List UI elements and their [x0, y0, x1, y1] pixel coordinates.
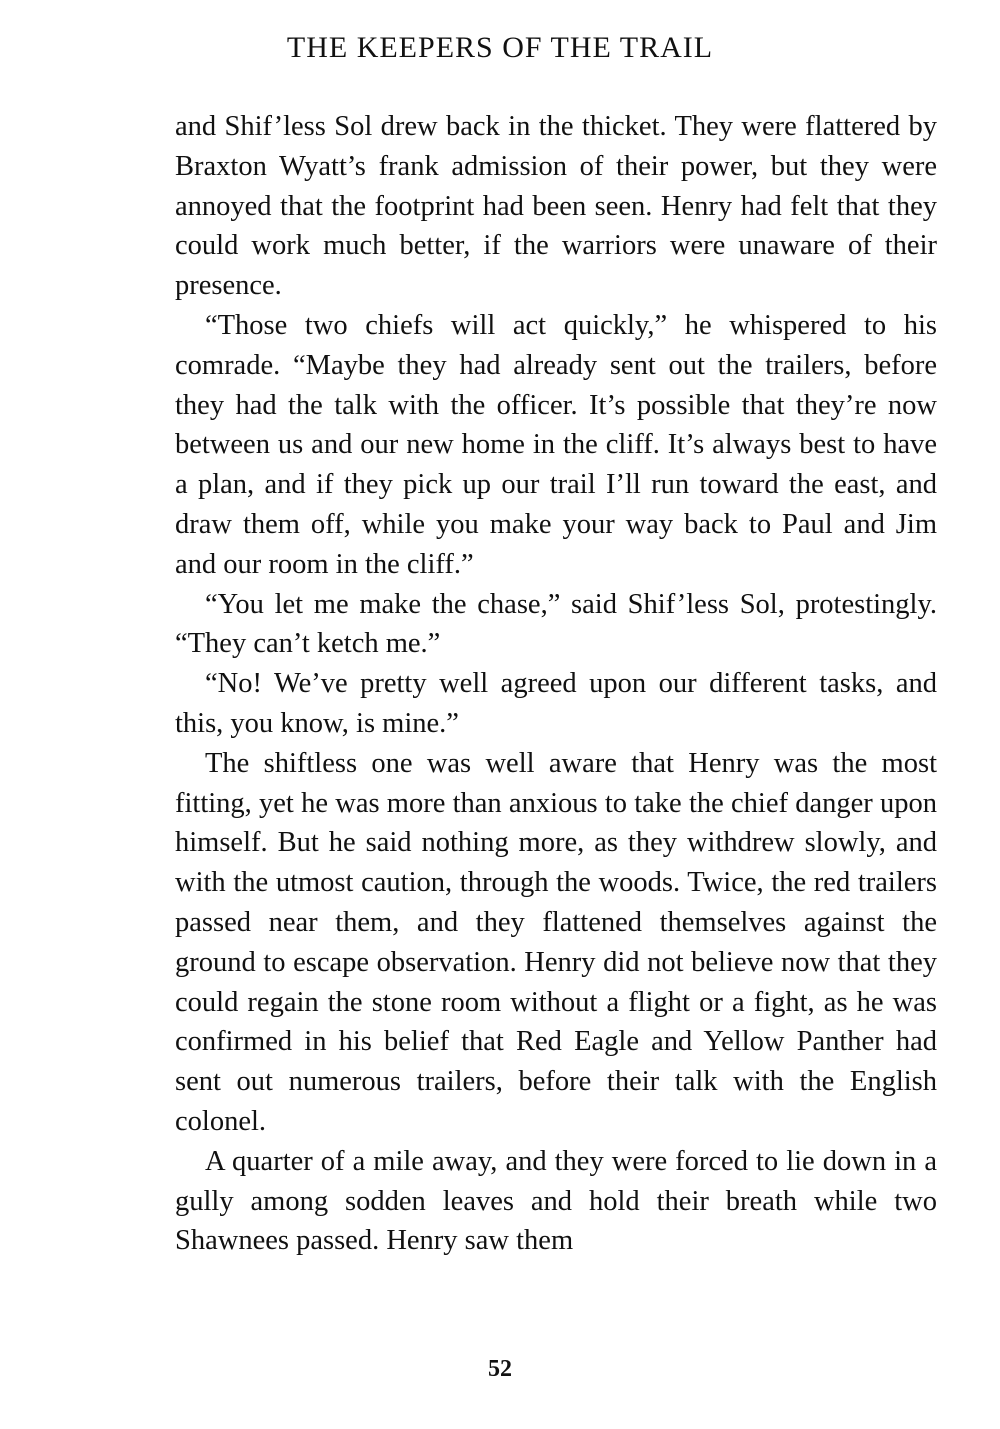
paragraph: A quarter of a mile away, and they were forced to lie down in a gully among sodden leaves and hold their breath while two Shawnees passed. Henry saw them	[175, 1145, 937, 1257]
paragraph: “Those two chiefs will act quickly,” he whispered to his comrade. “Maybe they had already sent out the trailers, before they had the talk with the officer. It’s possible that they’re now between us and our new home in the cliff. It’s always best to have a plan, and if they pick up our trail I’ll run toward the east, and draw them off, while you make your way back to Paul and Jim and our room in the cliff.”	[175, 309, 937, 580]
body-text	[175, 107, 937, 1261]
paragraph: “You let me make the chase,” said Shif’less Sol, protestingly. “They can’t ketch me.”	[175, 588, 937, 660]
page-number: 52	[488, 1356, 512, 1382]
paragraph: and Shif’less Sol drew back in the thicket. They were flattered by Braxton Wyatt’s frank admission of their power, but they were annoyed that the footprint had been seen. Henry had felt that they could work much better, if the warriors were unaware of their presence.	[175, 111, 937, 302]
paragraph: The shiftless one was well aware that Henry was the most fitting, yet he was more than anxious to take the chief danger upon himself. But he said nothing more, as they withdrew slowly, and with the utmost caution, through the woods. Twice, the red trailers passed near them, and they flattened themselves against the ground to escape observation. Henry did not believe now that they could regain the stone room without a flight or a fight, as he was confirmed in his belief that Red Eagle and Yellow Panther had sent out numerous trailers, before their talk with the English colonel.	[175, 747, 937, 1137]
running-head: THE KEEPERS OF THE TRAIL	[286, 31, 714, 64]
paragraph: “No! We’ve pretty well agreed upon our different tasks, and this, you know, is mine.”	[175, 668, 937, 739]
